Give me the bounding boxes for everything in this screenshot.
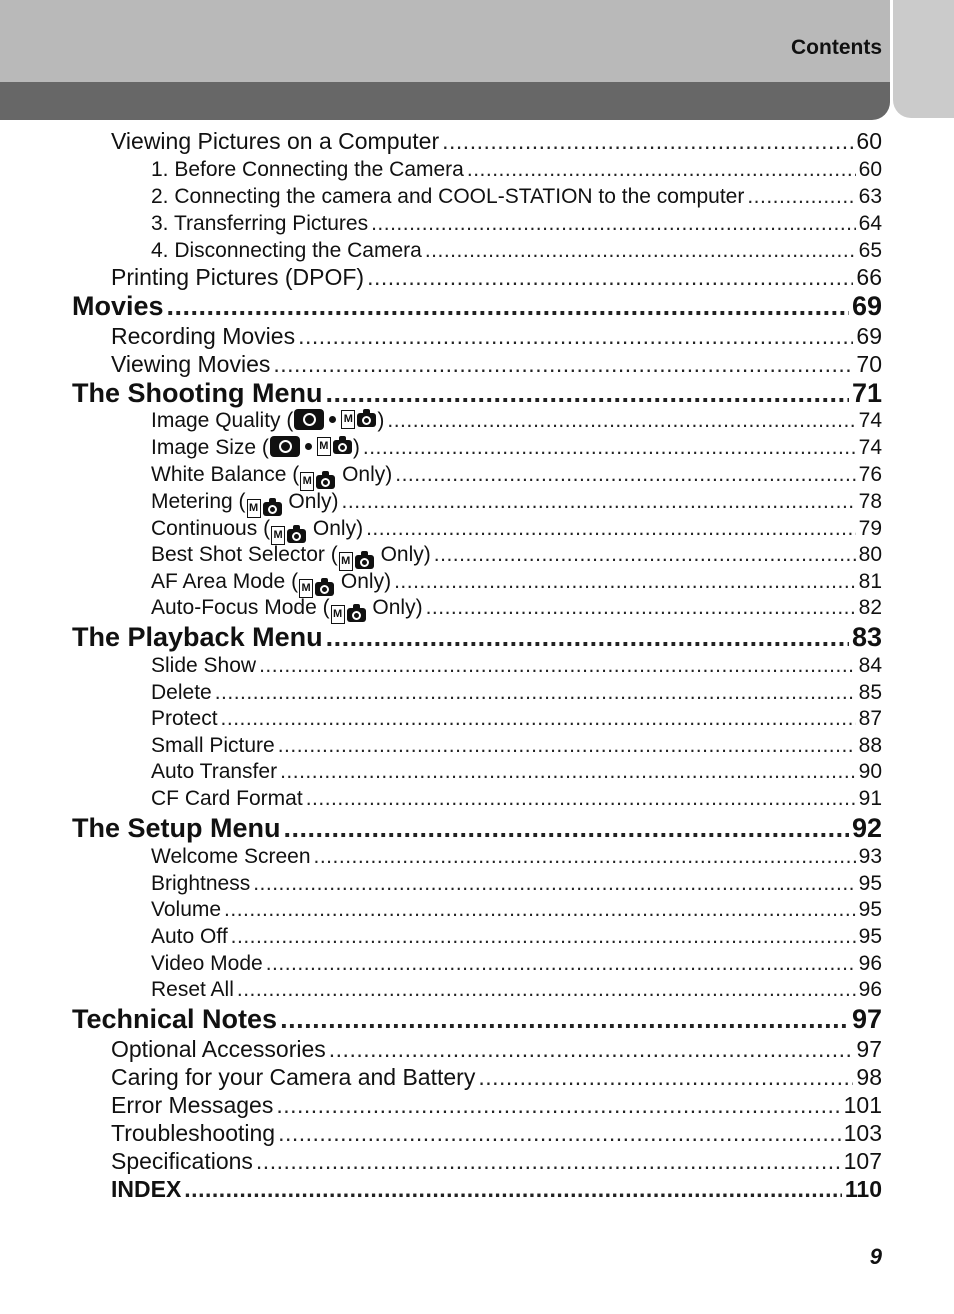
camera-icon bbox=[316, 475, 335, 489]
manual-camera-icon: M bbox=[300, 472, 314, 491]
toc-entry[interactable]: Continuous ( M Only) ..... 79 bbox=[151, 517, 882, 545]
toc-entry[interactable]: Image Quality ( M ) ..... 74 bbox=[151, 409, 882, 433]
camera-icon bbox=[287, 529, 306, 543]
toc-entry[interactable]: 3. Transferring Pictures ..... 64 bbox=[151, 212, 882, 236]
toc-chapter-playback-menu[interactable]: The Playback Menu ..... 83 bbox=[72, 622, 882, 653]
toc-chapter-shooting-menu[interactable]: The Shooting Menu ..... 71 bbox=[72, 378, 882, 409]
toc-entry[interactable]: Auto Off ..... 95 bbox=[151, 925, 882, 949]
toc-entry[interactable]: Caring for your Camera and Battery ..... 98 bbox=[111, 1064, 882, 1091]
manual-camera-icon: M bbox=[247, 499, 261, 518]
manual-camera-icon: M bbox=[339, 552, 353, 571]
toc-entry[interactable]: CF Card Format ..... 91 bbox=[151, 787, 882, 811]
toc-entry[interactable]: Delete ..... 85 bbox=[151, 681, 882, 705]
page-number: 9 bbox=[869, 1244, 882, 1269]
toc-entry[interactable]: Best Shot Selector ( M Only) ..... 80 bbox=[151, 543, 882, 571]
camera-icon bbox=[263, 502, 282, 516]
toc-entry[interactable]: Image Size ( M ) ..... 74 bbox=[151, 436, 882, 460]
toc-entry[interactable]: Specifications ..... 107 bbox=[111, 1148, 882, 1175]
toc-entry[interactable]: Auto-Focus Mode ( M Only) ..... 82 bbox=[151, 596, 882, 624]
toc-entry[interactable]: Troubleshooting ..... 103 bbox=[111, 1120, 882, 1147]
camera-icon bbox=[315, 582, 334, 596]
toc-entry[interactable]: 4. Disconnecting the Camera ..... 65 bbox=[151, 239, 882, 263]
toc-entry[interactable]: Welcome Screen ..... 93 bbox=[151, 845, 882, 869]
toc-chapter-setup-menu[interactable]: The Setup Menu ..... 92 bbox=[72, 813, 882, 844]
toc-entry[interactable]: Viewing Movies ..... 70 bbox=[111, 351, 882, 378]
toc-entry[interactable]: Printing Pictures (DPOF) ..... 66 bbox=[111, 264, 882, 291]
toc-entry[interactable]: Optional Accessories ..... 97 bbox=[111, 1036, 882, 1063]
toc-entry[interactable]: Error Messages ..... 101 bbox=[111, 1092, 882, 1119]
toc-entry[interactable]: 2. Connecting the camera and COOL-STATION to the computer ..... 63 bbox=[151, 185, 882, 209]
toc-entry[interactable]: Recording Movies ..... 69 bbox=[111, 323, 882, 350]
camera-auto-icon bbox=[270, 436, 300, 457]
toc-chapter-technical-notes[interactable]: Technical Notes ..... 97 bbox=[72, 1004, 882, 1035]
toc-entry-index[interactable]: INDEX ..... 110 bbox=[111, 1176, 882, 1203]
section-title: Contents bbox=[791, 36, 882, 59]
camera-icon bbox=[357, 413, 376, 427]
toc-entry[interactable]: Reset All ..... 96 bbox=[151, 978, 882, 1002]
manual-camera-icon: M bbox=[317, 437, 331, 456]
toc-entry[interactable]: Small Picture ..... 88 bbox=[151, 734, 882, 758]
camera-icon bbox=[355, 555, 374, 569]
manual-camera-icon: M bbox=[341, 410, 355, 429]
manual-camera-icon: M bbox=[331, 605, 345, 624]
toc-entry[interactable]: Auto Transfer ..... 90 bbox=[151, 760, 882, 784]
bullet-dot bbox=[329, 416, 336, 423]
camera-icon bbox=[333, 440, 352, 454]
bullet-dot bbox=[305, 443, 312, 450]
toc-entry[interactable]: AF Area Mode ( M Only) ..... 81 bbox=[151, 570, 882, 598]
manual-camera-icon: M bbox=[271, 526, 285, 545]
toc-entry[interactable]: White Balance ( M Only) ..... 76 bbox=[151, 463, 882, 491]
toc-entry[interactable]: Video Mode ..... 96 bbox=[151, 952, 882, 976]
toc-entry[interactable]: Metering ( M Only) ..... 78 bbox=[151, 490, 882, 518]
toc-entry[interactable]: Viewing Pictures on a Computer ..... 60 bbox=[111, 128, 882, 155]
toc-entry[interactable]: Brightness ..... 95 bbox=[151, 872, 882, 896]
toc-entry[interactable]: Slide Show ..... 84 bbox=[151, 654, 882, 678]
toc-entry[interactable]: Volume ..... 95 bbox=[151, 898, 882, 922]
toc-entry[interactable]: 1. Before Connecting the Camera ..... 60 bbox=[151, 158, 882, 182]
toc-entry[interactable]: Protect ..... 87 bbox=[151, 707, 882, 731]
camera-auto-icon bbox=[294, 409, 324, 430]
manual-camera-icon: M bbox=[299, 579, 313, 598]
camera-icon bbox=[347, 608, 366, 622]
toc-chapter-movies[interactable]: Movies ..... 69 bbox=[72, 291, 882, 322]
